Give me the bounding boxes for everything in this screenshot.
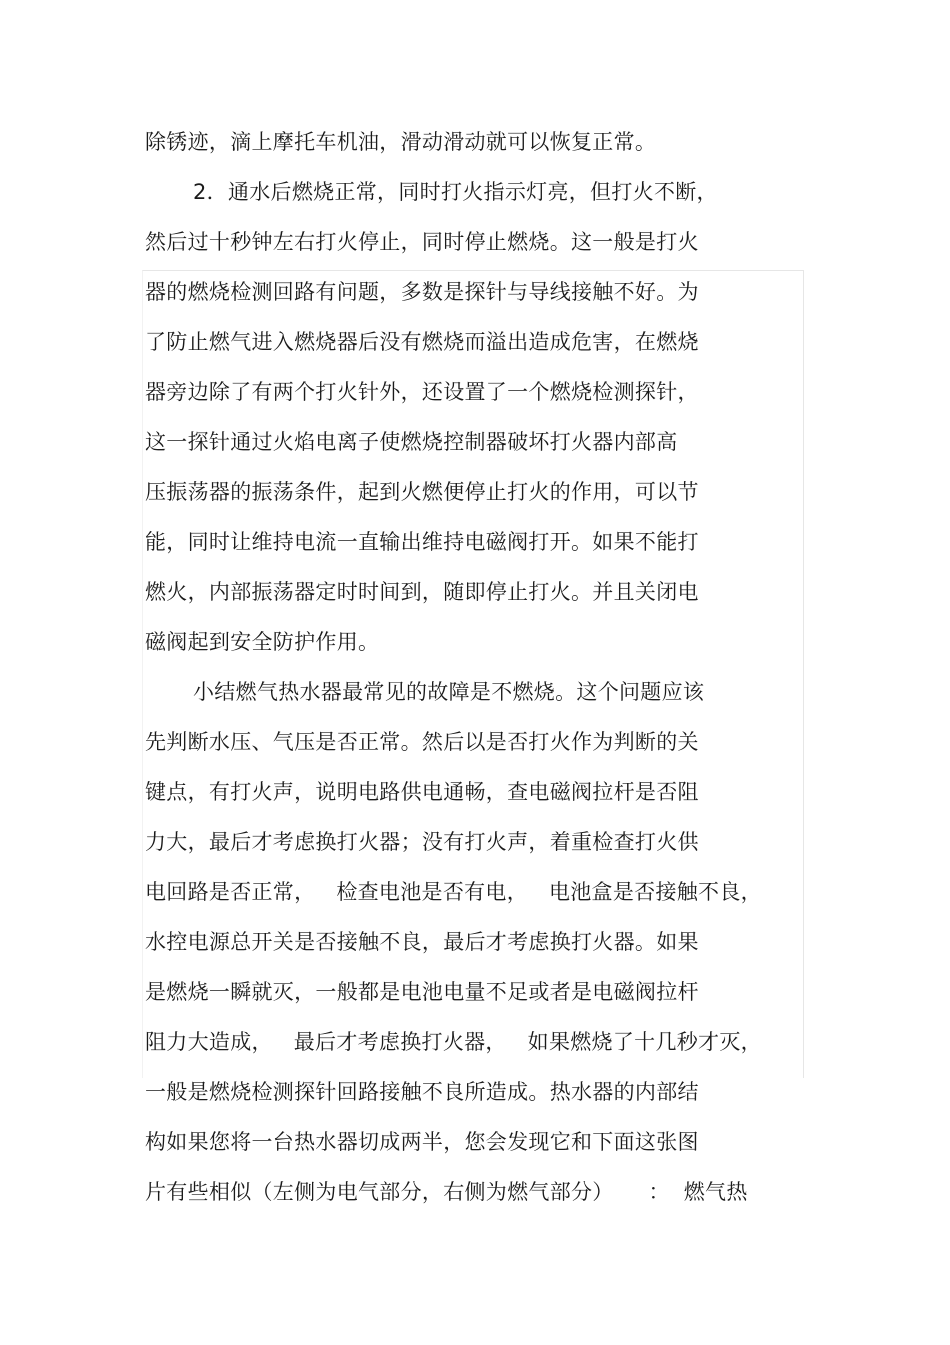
text-line: 构如果您将一台热水器切成两半，您会发现它和下面这张图 <box>145 1130 699 1154</box>
text-line: 2．通水后燃烧正常，同时打火指示灯亮，但打火不断， <box>193 180 718 204</box>
text-line: 水控电源总开关是否接触不良，最后才考虑换打火器。如果 <box>145 930 699 954</box>
text-line: 小结燃气热水器最常见的故障是不燃烧。这个问题应该 <box>193 680 705 704</box>
text-line: 一般是燃烧检测探针回路接触不良所造成。热水器的内部结 <box>145 1080 699 1104</box>
text-line: 阻力大造成， 最后才考虑换打火器， 如果燃烧了十几秒才灭， <box>145 1030 762 1054</box>
text-line: 器的燃烧检测回路有问题，多数是探针与导线接触不好。为 <box>145 280 699 304</box>
text-line: 片有些相似（左侧为电气部分，右侧为燃气部分） ： 燃气热 <box>145 1180 748 1204</box>
text-line: 了防止燃气进入燃烧器后没有燃烧而溢出造成危害，在燃烧 <box>145 330 699 354</box>
text-line: 键点，有打火声，说明电路供电通畅，查电磁阀拉杆是否阻 <box>145 780 699 804</box>
text-line: 磁阀起到安全防护作用。 <box>145 630 380 654</box>
text-line: 然后过十秒钟左右打火停止，同时停止燃烧。这一般是打火 <box>145 230 699 254</box>
text-line: 力大，最后才考虑换打火器；没有打火声，着重检查打火供 <box>145 830 699 854</box>
text-line: 先判断水压、气压是否正常。然后以是否打火作为判断的关 <box>145 730 699 754</box>
text-line: 能，同时让维持电流一直输出维持电磁阀打开。如果不能打 <box>145 530 699 554</box>
text-line: 器旁边除了有两个打火针外，还设置了一个燃烧检测探针， <box>145 380 699 404</box>
text-line: 压振荡器的振荡条件，起到火燃便停止打火的作用，可以节 <box>145 480 699 504</box>
text-line: 燃火，内部振荡器定时时间到，随即停止打火。并且关闭电 <box>145 580 699 604</box>
text-line: 除锈迹，滴上摩托车机油，滑动滑动就可以恢复正常。 <box>145 130 657 154</box>
text-line: 这一探针通过火焰电离子使燃烧控制器破坏打火器内部高 <box>145 430 678 454</box>
text-line: 电回路是否正常， 检查电池是否有电， 电池盒是否接触不良， <box>145 880 762 904</box>
text-line: 是燃烧一瞬就灭，一般都是电池电量不足或者是电磁阀拉杆 <box>145 980 699 1004</box>
